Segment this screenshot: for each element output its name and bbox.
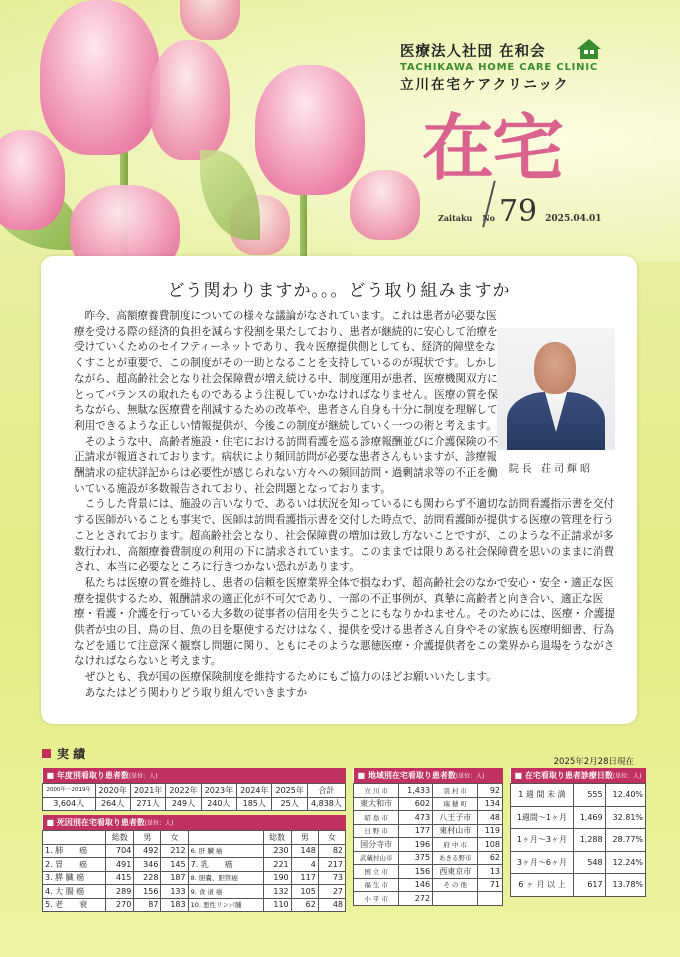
region-name-cell: あきる野市 — [433, 851, 478, 865]
table-cell: 73 — [318, 871, 345, 885]
zaitaku-label: Zaitaku — [438, 213, 473, 223]
table-cell: 145 — [161, 858, 188, 872]
table-cell: 548 — [573, 851, 605, 874]
table-cell: 62 — [478, 851, 503, 865]
yearly-table — [42, 768, 346, 811]
table-cell: 272 — [399, 892, 433, 906]
issue-number: 79 — [498, 194, 538, 229]
disease-table — [42, 815, 346, 912]
table-cell: 473 — [399, 811, 433, 825]
table-cell: 240人 — [201, 797, 236, 811]
table-cell: 105 — [291, 885, 318, 899]
table-header-cell: 2023年 — [201, 784, 236, 798]
header-banner — [0, 0, 680, 262]
table-cell: 82 — [318, 844, 345, 858]
tulip-image — [40, 0, 160, 155]
table-cell: 187 — [161, 871, 188, 885]
region-table — [353, 768, 503, 906]
table-header-cell: 総数 — [263, 831, 291, 845]
table-cell: 156 — [134, 885, 161, 899]
table-cell: 190 — [263, 871, 291, 885]
table-cell: 271人 — [130, 797, 165, 811]
table-header-cell: 男 — [134, 831, 161, 845]
table-header-cell — [188, 831, 263, 845]
table-header-cell — [43, 831, 106, 845]
table-cell: 185人 — [237, 797, 272, 811]
table-cell: 62 — [291, 898, 318, 912]
tulip-image — [180, 0, 240, 40]
article-paragraph: 昨今、高額療養費制度についての様々な議論がなされています。これは患者が必要な医療を受ける際の経済的負担を減らす役割を果たしており、患者が継続的に安心して治療を受けていくためのセイフティーネットであり、我々医療提供側としても、経済的障壁をなくすことが重要で、この制度がその一助となることを支持しているのが現状です。しかしながら、超高齢社会となり社会保障費が増え続ける中、制度運用が患者、医療機関双方にとってバランスの取れたものであるよう注視していかなければなりません。医療の質を保ちながら、無駄な医療費を削減するための改革や、患者さん自身も十分に制度を理解して利用できるような正しい情報提供が、今後この制度が継続していく一つの術と考えます。 — [74, 310, 498, 432]
table-title: ■ 年度別看取り患者数(単位：人) — [43, 768, 346, 784]
region-name-cell: 瑞 穂 町 — [433, 797, 478, 811]
region-name-cell: 八王子市 — [433, 811, 478, 825]
table-row — [354, 784, 503, 798]
article-paragraph: 私たちは医療の質を維持し、患者の信頼を医療業界全体で損なわず、超高齢社会のなかで安心・安全・適正な医療を提供するため、報酬請求の適正化が不可欠であり、一部の不正事例が、真摯に高齢者と向き合い、適正な医療・看護・介護を行っている大多数の従事者の信用を失うことにもなりかねません。そのためには、医療・介護提供者が虫の目、鳥の目、魚の目を駆使するだけはなく、提供を受ける患者さん自身やその家族も医療明細書、行為などを通じて注意深く観察し問題に関り、ともにそのような悪徳医療・介護提供者をこの業界から退場をうながさなければならないと考えます。 — [74, 576, 615, 668]
disease-name-cell: 5. 老 衰 — [43, 898, 106, 912]
table-header-cell: 2020年 — [95, 784, 130, 798]
table-cell: 177 — [399, 824, 433, 838]
region-name-cell: 府 中 市 — [433, 838, 478, 852]
region-name-cell: 東村山市 — [433, 824, 478, 838]
disease-name-cell: 3. 膵 臓 癌 — [43, 871, 106, 885]
table-cell: 228 — [134, 871, 161, 885]
table-cell: 212 — [161, 844, 188, 858]
clinic-japanese-name: 立川在宅ケアクリニック — [400, 77, 570, 93]
table-row — [354, 838, 503, 852]
leaf-decoration — [200, 150, 260, 240]
table-cell: 119 — [478, 824, 503, 838]
table-cell: 12.40% — [605, 784, 645, 807]
region-name-cell: 小 平 市 — [354, 892, 399, 906]
table-cell: 148 — [291, 844, 318, 858]
newsletter-title: 在宅 — [422, 105, 563, 190]
table-cell: 156 — [399, 865, 433, 879]
table-cell: 415 — [106, 871, 134, 885]
article-paragraph: そのような中、高齢者施設・住宅における訪問看護を巡る診療報酬並びに介護保険の不正請求が報道されております。病状により頻回訪問が必要な患者さんもいますが、診療報酬請求の症状詳記からは必要性が感じられない方々への頻回訪問・過剰請求等の不正を働いている施設が多数報告されており、社会問題となっております。 — [74, 435, 498, 495]
table-header-cell: 2021年 — [130, 784, 165, 798]
table-cell: 221 — [263, 858, 291, 872]
table-cell: 289 — [106, 885, 134, 899]
duration-table — [510, 768, 646, 897]
duration-label-cell: 3ヶ月〜6ヶ月 — [511, 851, 574, 874]
table-cell: 183 — [161, 898, 188, 912]
table-row — [354, 892, 503, 906]
table-cell: 71 — [478, 878, 503, 892]
table-cell: 3,604人 — [43, 797, 96, 811]
table-cell: 264人 — [95, 797, 130, 811]
region-name-cell: 日 野 市 — [354, 824, 399, 838]
table-cell: 108 — [478, 838, 503, 852]
tulip-image — [70, 185, 180, 262]
no-label: No — [482, 213, 495, 223]
table-cell: 48 — [318, 898, 345, 912]
article-paragraph: こうした背景には、施設の言いなりで、あるいは状況を知っているにも関わらず不適切な訪問看護指示書を交付する医師がいることも事実で、医師は訪問看護指示書を交付した時点で、訪問看護師が提供する医療の管理を行うこととされております。超高齢社会となり、社会保障費の増加は致し方ないことですが、このような不正請求が多数行われ、高額療養費制度の利用の下に請求されています。このままでは限りある社会保障費を思いのままに消費され、本当に必要なところに行きつかない恐れがあります。 — [74, 498, 615, 574]
table-cell: 110 — [263, 898, 291, 912]
table-header-cell: 2000年〜2019年 — [43, 784, 96, 798]
table-cell: 146 — [399, 878, 433, 892]
clinic-english-name: TACHIKAWA HOME CARE CLINIC — [400, 62, 598, 73]
table-cell: 13 — [478, 865, 503, 879]
table-title: ■ 地域別在宅看取り患者数(単位：人) — [354, 768, 503, 784]
table-cell: 617 — [573, 874, 605, 897]
region-name-cell: そ の 他 — [433, 878, 478, 892]
table-header-row — [43, 784, 346, 798]
region-name-cell — [433, 892, 478, 906]
tulip-image — [350, 170, 420, 240]
article-headline: どう関わりますか。。。どう取り組みますか — [167, 281, 511, 301]
table-header-cell: 総数 — [106, 831, 134, 845]
table-row — [43, 871, 346, 885]
table-cell: 249人 — [166, 797, 201, 811]
table-cell: 1,469 — [573, 806, 605, 829]
organization-name: 医療法人社団 在和会 — [400, 44, 546, 60]
table-row — [43, 797, 346, 811]
table-header-cell: 男 — [291, 831, 318, 845]
region-name-cell: 福 生 市 — [354, 878, 399, 892]
table-row — [354, 878, 503, 892]
stats-title-text: 実 績 — [57, 747, 86, 761]
region-name-cell: 羽 村 市 — [433, 784, 478, 798]
photo-caption: 院長 荘司輝昭 — [508, 464, 593, 475]
table-cell: 375 — [399, 851, 433, 865]
table-row — [511, 851, 646, 874]
tulip-image — [0, 130, 65, 230]
table-cell: 132 — [263, 885, 291, 899]
table-header-cell: 合計 — [307, 784, 345, 798]
table-cell: 196 — [399, 838, 433, 852]
issue-info — [438, 194, 602, 229]
table-row — [43, 898, 346, 912]
table-row — [511, 829, 646, 852]
table-cell: 134 — [478, 797, 503, 811]
issue-date: 2025.04.01 — [545, 214, 602, 224]
table-cell: 4,838人 — [307, 797, 345, 811]
table-row — [43, 885, 346, 899]
article-body — [74, 309, 619, 702]
table-cell: 27 — [318, 885, 345, 899]
table-cell: 230 — [263, 844, 291, 858]
table-cell — [478, 892, 503, 906]
table-cell: 492 — [134, 844, 161, 858]
table-cell: 48 — [478, 811, 503, 825]
table-header-cell: 2024年 — [237, 784, 272, 798]
table-cell: 117 — [291, 871, 318, 885]
duration-label-cell: 1 週 間 未 満 — [511, 784, 574, 807]
table-cell: 704 — [106, 844, 134, 858]
region-name-cell: 昭 島 市 — [354, 811, 399, 825]
duration-label-cell: 1ヶ月〜3ヶ月 — [511, 829, 574, 852]
table-header-cell: 女 — [161, 831, 188, 845]
disease-name-cell: 9. 食 道 癌 — [188, 885, 263, 899]
table-cell: 32.81% — [605, 806, 645, 829]
table-header-row — [43, 831, 346, 845]
table-row — [354, 811, 503, 825]
region-name-cell: 東大和市 — [354, 797, 399, 811]
disease-name-cell: 2. 胃 癌 — [43, 858, 106, 872]
tulip-image — [255, 65, 365, 195]
table-cell: 92 — [478, 784, 503, 798]
disease-name-cell: 1. 肺 癌 — [43, 844, 106, 858]
table-row — [354, 851, 503, 865]
table-cell: 217 — [318, 858, 345, 872]
region-name-cell: 国分寺市 — [354, 838, 399, 852]
article-paragraph: ぜひとも、我が国の医療保険制度を維持するためにもご協力のほどお願いいたします。 — [84, 671, 497, 684]
region-name-cell: 立 川 市 — [354, 784, 399, 798]
as-of-date: 2025年2月28日現在 — [553, 757, 634, 767]
table-cell: 13.78% — [605, 874, 645, 897]
stats-section-title — [42, 745, 85, 762]
table-cell: 555 — [573, 784, 605, 807]
region-name-cell: 武蔵村山市 — [354, 851, 399, 865]
clinic-name-block — [400, 40, 598, 93]
tulip-image — [150, 40, 230, 160]
article-paragraph: あなたはどう関わりどう取り組んでいきますか — [84, 686, 308, 699]
disease-name-cell: 6. 肝 臓 癌 — [188, 844, 263, 858]
table-cell: 602 — [399, 797, 433, 811]
table-cell: 1,433 — [399, 784, 433, 798]
region-name-cell: 国 立 市 — [354, 865, 399, 879]
table-cell: 491 — [106, 858, 134, 872]
table-row — [354, 797, 503, 811]
table-cell: 133 — [161, 885, 188, 899]
table-row — [354, 824, 503, 838]
table-cell: 12.24% — [605, 851, 645, 874]
disease-name-cell: 7. 乳 癌 — [188, 858, 263, 872]
duration-label-cell: 1週間〜1ヶ月 — [511, 806, 574, 829]
table-cell: 1,288 — [573, 829, 605, 852]
table-header-cell: 2022年 — [166, 784, 201, 798]
disease-name-cell: 8. 胆嚢、胆管癌 — [188, 871, 263, 885]
table-row — [511, 874, 646, 897]
table-header-cell: 女 — [318, 831, 345, 845]
disease-name-cell: 4. 大 腸 癌 — [43, 885, 106, 899]
duration-label-cell: 6 ヶ 月 以 上 — [511, 874, 574, 897]
article-card — [41, 256, 637, 724]
table-row — [43, 844, 346, 858]
region-name-cell: 西東京市 — [433, 865, 478, 879]
table-row — [511, 784, 646, 807]
table-header-cell: 2025年 — [272, 784, 307, 798]
table-cell: 87 — [134, 898, 161, 912]
section-marker-icon — [42, 749, 51, 758]
table-cell: 4 — [291, 858, 318, 872]
table-title: ■ 在宅看取り患者診療日数(単位：人) — [511, 768, 646, 784]
table-row — [354, 865, 503, 879]
table-row — [511, 806, 646, 829]
table-title: ■ 死因別在宅看取り患者数(単位：人) — [43, 815, 346, 831]
disease-name-cell: 10. 悪性リンパ腫 — [188, 898, 263, 912]
table-cell: 270 — [106, 898, 134, 912]
house-logo-icon — [576, 38, 602, 60]
table-cell: 346 — [134, 858, 161, 872]
table-cell: 28.77% — [605, 829, 645, 852]
table-cell: 25人 — [272, 797, 307, 811]
table-row — [43, 858, 346, 872]
